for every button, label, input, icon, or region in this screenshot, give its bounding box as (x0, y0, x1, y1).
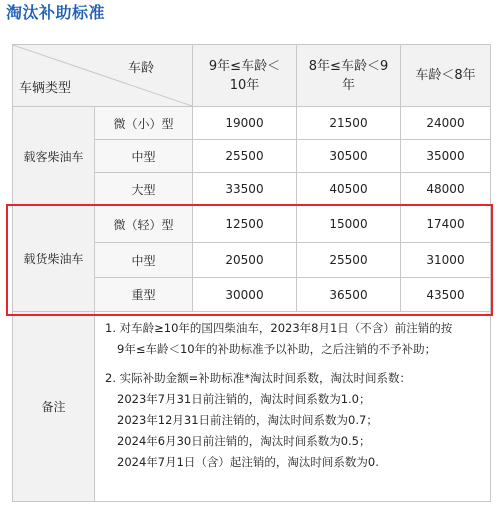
vehicle-type-cell: 微（轻）型 (95, 206, 193, 243)
note-line: 9年≤车龄＜10年的补助标准予以补助，之后注销的不予补助； (117, 342, 437, 356)
vehicle-type-label: 车辆类型 (19, 81, 72, 96)
group-label-freight: 载货柴油车 (13, 206, 95, 312)
vehicle-type-cell: 微（小）型 (95, 107, 193, 140)
value-cell: 35000 (401, 140, 491, 173)
note-line: 2023年7月31日前注销的，淘汰时间系数为1.0； (117, 392, 371, 406)
value-cell: 24000 (401, 107, 491, 140)
group-label-passenger: 载客柴油车 (13, 107, 95, 206)
value-cell: 43500 (401, 278, 491, 312)
table-header-row (13, 45, 491, 107)
table-row (13, 107, 491, 140)
value-cell: 21500 (297, 107, 401, 140)
value-cell: 30500 (297, 140, 401, 173)
value-cell: 30000 (193, 278, 297, 312)
value-cell: 12500 (193, 206, 297, 243)
value-cell: 48000 (401, 173, 491, 206)
value-cell: 33500 (193, 173, 297, 206)
vehicle-type-cell: 大型 (95, 173, 193, 206)
note-line: 2. 实际补助金额=补助标准*淘汰时间系数，淘汰时间系数： (105, 371, 412, 385)
value-cell: 40500 (297, 173, 401, 206)
value-cell: 36500 (297, 278, 401, 312)
note-line: 1. 对车龄≥10年的国四柴油车，2023年8月1日（不含）前注销的按 (105, 321, 453, 335)
value-cell: 25500 (193, 140, 297, 173)
note-line: 2024年6月30日前注销的，淘汰时间系数为0.5； (117, 434, 371, 448)
notes-content (95, 312, 491, 502)
note-line: 2024年7月1日（含）起注销的，淘汰时间系数为0. (117, 455, 379, 469)
vehicle-type-cell: 中型 (95, 140, 193, 173)
notes-label: 备注 (13, 312, 95, 502)
page-title: 淘汰补助标准 (6, 3, 106, 22)
column-header-9-10-years: 9年≤车龄＜10年 (193, 45, 297, 107)
value-cell: 20500 (193, 243, 297, 278)
vehicle-type-cell: 重型 (95, 278, 193, 312)
note-line: 2023年12月31日前注销的，淘汰时间系数为0.7； (117, 413, 378, 427)
vehicle-age-label: 车龄 (127, 61, 154, 76)
table-row (13, 206, 491, 243)
value-cell: 19000 (193, 107, 297, 140)
notes-row (13, 312, 491, 502)
diagonal-line (13, 45, 192, 106)
column-header-8-9-years: 8年≤车龄＜9年 (297, 45, 401, 107)
subsidy-table (12, 44, 491, 502)
value-cell: 31000 (401, 243, 491, 278)
value-cell: 15000 (297, 206, 401, 243)
column-header-under-8-years: 车龄＜8年 (401, 45, 491, 107)
vehicle-type-cell: 中型 (95, 243, 193, 278)
diagonal-header-cell (13, 45, 193, 107)
value-cell: 17400 (401, 206, 491, 243)
value-cell: 25500 (297, 243, 401, 278)
